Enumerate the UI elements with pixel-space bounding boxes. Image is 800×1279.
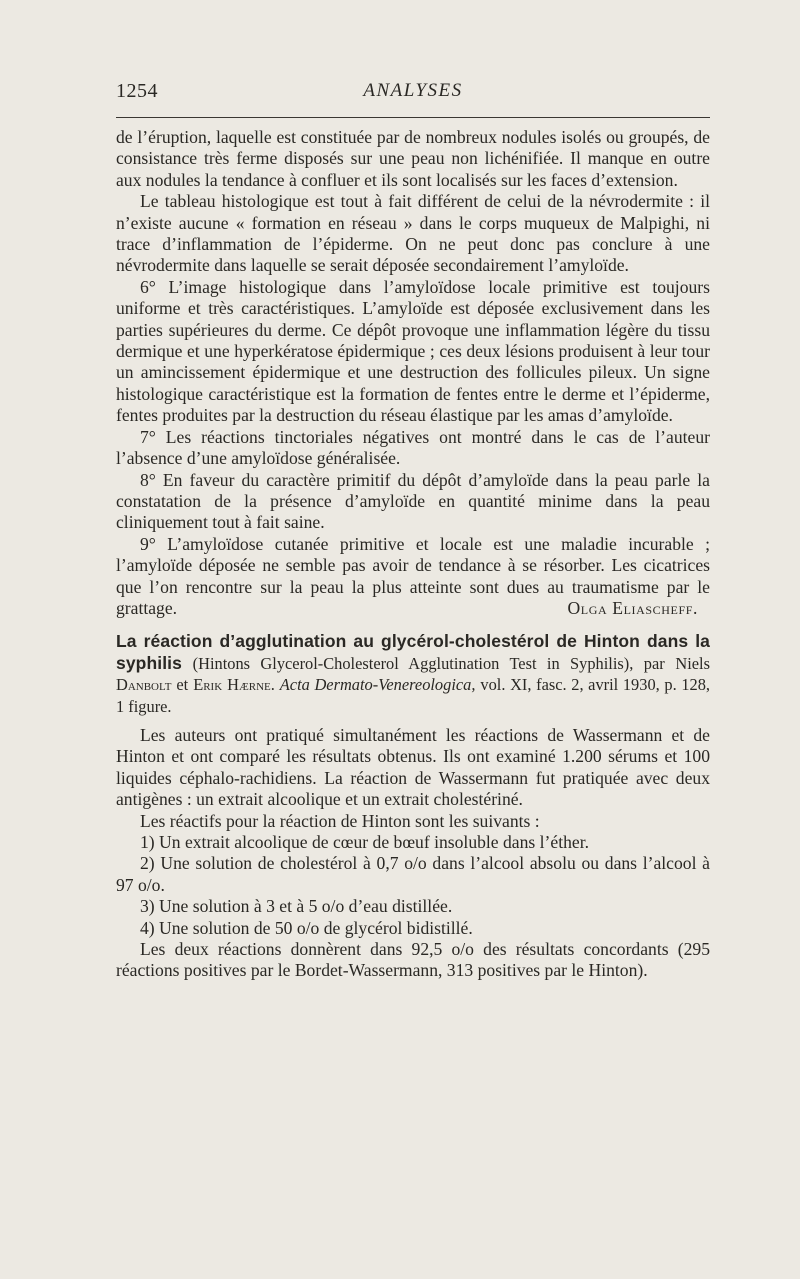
citation-details: vol. XI, fasc. 2, avril 1930, p. 128, 1 figure. [116, 675, 710, 716]
running-title: ANALYSES [363, 80, 463, 101]
author-1-first: Niels [675, 653, 710, 673]
paragraph: 8° En faveur du caractère primitif du dépôt d’amyloïde dans la peau parle la constatation de la présence d’amyloïde en quantité minime dans la peau cliniquement tout à fait saine. [116, 469, 710, 533]
paragraph: 7° Les réactions tinctoriales négatives ont montré dans le cas de l’auteur l’absence d’une amyloïdose généralisée. [116, 426, 710, 469]
journal-name: Acta Dermato-Venereologica, [279, 675, 476, 695]
article-paragraph: Les deux réactions donnèrent dans 92,5 o/o des résultats concordants (295 réactions positives par le Bordet-Wassermann, 313 positives par le Hinton). [116, 939, 710, 981]
author-conjunction: et [176, 675, 189, 695]
article-original-title: (Hintons Glycerol-Cholesterol Agglutination Test in Syphilis), par [192, 653, 665, 673]
article-paragraph: Les réactifs pour la réaction de Hinton sont les suivants : [140, 810, 540, 831]
paragraph: de l’éruption, laquelle est constituée par de nombreux nodules isolés ou groupés, de consistance très ferme disposés sur une peau non lichénifiée. Il manque en outre aux nodules la tendance à confluer et ils sont localisés sur les faces d’extension. [116, 127, 710, 190]
list-item: 1) Un extrait alcoolique de cœur de bœuf insoluble dans l’éther. [140, 832, 589, 852]
author-1-last: Danbolt [116, 675, 172, 695]
paragraph: Le tableau histologique est tout à fait différent de celui de la névrodermite : il n’existe aucune « formation en réseau » dans le corps muqueux de Malpighi, ni trace d’inflammation de l’épiderme. On ne peut donc pas conclure à une névrodermite dans laquelle se serait déposée secondairement l’amyloïde. [116, 191, 710, 276]
author-2-last: Hærne [227, 675, 271, 695]
article-heading: La réaction d’agglutination au glycérol-cholestérol de Hinton dans la syphilis (Hintons Glycerol-Cholesterol Agglutination Test in Syphilis), par Niels Danbolt et Erik Hærne. Acta Dermato-Venereologica, vol. XI, fasc. 2, avril 1930, p. 128, 1 figure. [116, 631, 710, 716]
page-number: 1254 [116, 80, 158, 102]
header-rule [116, 117, 710, 118]
paragraph-text: 9° L’amyloïdose cutanée primitive et locale est une maladie incurable ; l’amyloïde déposée ne semble pas avoir de tendance à se résorber. Les cicatrices que l’on rencontre sur la peau la plus atteinte sont dues au traumatisme par le grattage. [116, 533, 710, 618]
list-item: 2) Une solution de cholestérol à 0,7 o/o dans l’alcool absolu ou dans l’alcool à 97 o/o. [116, 853, 710, 895]
paragraph: 6° L’image histologique dans l’amyloïdose locale primitive est toujours uniforme et très caractéristiques. L’amyloïde est déposée exclusivement dans les parties supérieures du derme. Ce dépôt provoque une inflammation légère du tissu dermique et une hyperkératose épidermique ; ces deux lésions produisent à leur tour un amincissement épidermique et une destruction des follicules pileux. Un signe histologique caractéristique est la formation de fentes entre le derme et l’épiderme, fentes produites par la destruction du réseau élastique par les amas d’amyloïde. [116, 276, 710, 426]
list-item: 4) Une solution de 50 o/o de glycérol bidistillé. [140, 917, 473, 938]
article-paragraph: Les auteurs ont pratiqué simultanément les réactions de Wassermann et de Hinton et ont comparé les résultats obtenus. Ils ont examiné 1.200 sérums et 100 liquides céphalo-rachidiens. La réaction de Wassermann fut pratiquée avec deux antigènes : un extrait alcoolique et un extrait cholestériné. [116, 724, 710, 810]
page-header [116, 80, 710, 110]
list-item: 3) Une solution à 3 et à 5 o/o d’eau distillée. [140, 896, 453, 917]
article-title: La réaction d’agglutination au glycérol-cholestérol de Hinton dans la syphilis [116, 631, 710, 673]
paragraph-with-signature [116, 534, 710, 620]
page-body [116, 127, 710, 982]
author-signature: Olga Eliascheff. [567, 597, 698, 618]
author-2-first: Erik [193, 675, 223, 695]
